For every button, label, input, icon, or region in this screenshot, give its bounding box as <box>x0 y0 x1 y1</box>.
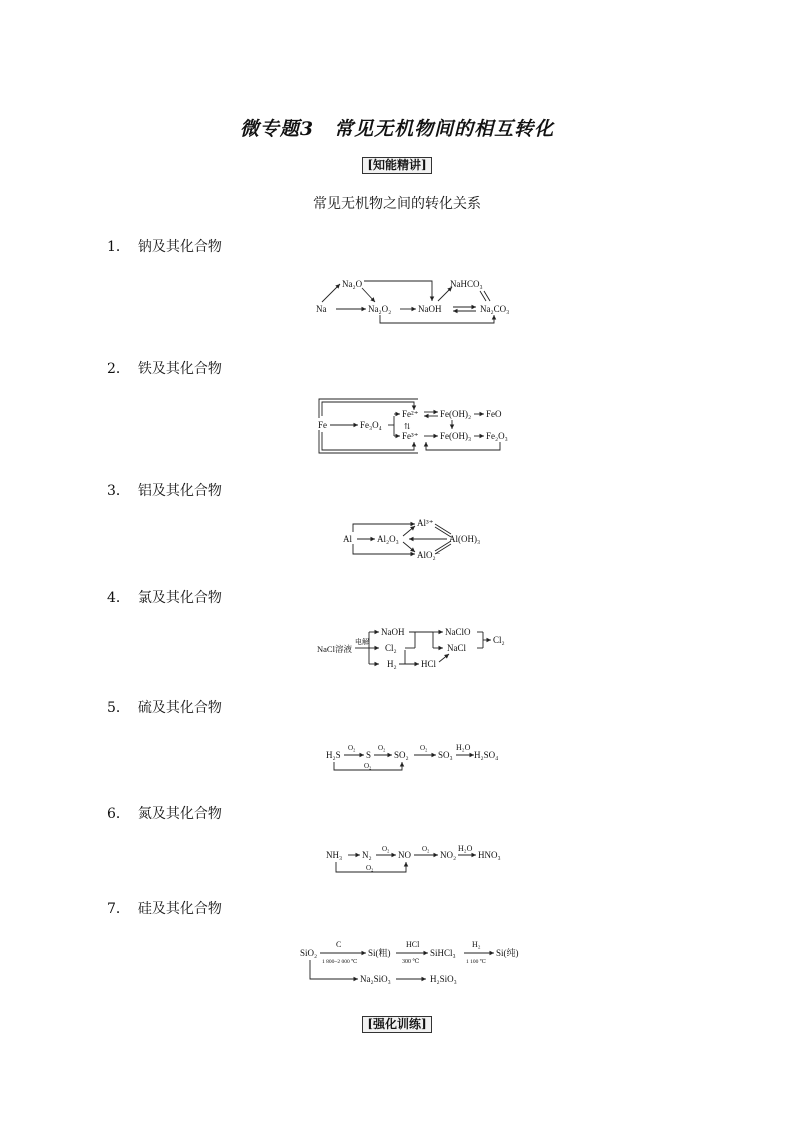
feoh3-node: Fe(OH)₃ <box>440 431 472 441</box>
s-node: S <box>366 750 372 760</box>
na2o2-node: Na₂O₂ <box>368 304 392 314</box>
sio2-node: SiO₂ <box>300 948 318 958</box>
section-heading-si: 7． 硅及其化合物 <box>107 901 222 917</box>
na2co3-node: Na₂CO₃ <box>480 304 510 314</box>
section-heading-cl: 4． 氯及其化合物 <box>107 590 222 606</box>
h2o-label: H₂O <box>458 844 473 853</box>
svg-text:⇅: ⇅ <box>404 422 411 431</box>
section-heading-fe: 2． 铁及其化合物 <box>107 361 222 377</box>
nh3-node: NH₃ <box>326 850 343 860</box>
silicon-diagram <box>296 935 536 987</box>
fe2o3-node: Fe₂O₃ <box>486 431 508 441</box>
carbon-label: C <box>336 940 342 949</box>
h2o-label: H₂O <box>456 743 471 752</box>
section-heading-na: 1． 钠及其化合物 <box>107 239 222 255</box>
iron-diagram <box>310 398 510 456</box>
nacl-solution-node: NaCl溶液 <box>317 644 352 654</box>
chlorine-diagram <box>315 624 515 672</box>
nitrogen-diagram <box>320 842 510 878</box>
o2-label-2: O₂ <box>422 845 430 853</box>
feoh2-node: Fe(OH)₂ <box>440 409 472 419</box>
o2-label-3: O₂ <box>366 864 374 872</box>
section-heading-n: 6． 氮及其化合物 <box>107 806 222 822</box>
aluminum-diagram <box>335 512 495 564</box>
condition-1: 1 800~2 000 ℃ <box>322 959 358 965</box>
hno3-node: HNO₃ <box>478 850 501 860</box>
no2-node: NO₂ <box>440 850 457 860</box>
n2-node: N₂ <box>362 850 372 860</box>
h2sio3-node: H₂SiO₃ <box>430 974 457 984</box>
al-node: Al <box>343 534 352 544</box>
nacl-node: NaCl <box>447 643 466 653</box>
hcl-label: HCl <box>406 940 420 949</box>
aloh3-node: Al(OH)₃ <box>449 534 481 544</box>
h2so4-node: H₂SO₄ <box>474 750 499 760</box>
fe3-ion-node: Fe³⁺ <box>402 431 419 441</box>
section-heading-al: 3． 铝及其化合物 <box>107 483 222 499</box>
naoh-node: NaOH <box>381 627 405 637</box>
sihcl3-node: SiHCl₃ <box>430 948 456 958</box>
o2-label-1: O₂ <box>382 845 390 853</box>
al2o3-node: Al₂O₃ <box>377 534 399 544</box>
naoh-node: NaOH <box>418 304 442 314</box>
no-node: NO <box>398 850 411 860</box>
section-tag-top: [知能精讲] <box>0 157 794 174</box>
o2-label-2: O₂ <box>378 744 386 752</box>
sodium-diagram <box>300 270 530 330</box>
na2sio3-node: Na₂SiO₃ <box>360 974 391 984</box>
section-tag-bottom: [强化训练] <box>0 1016 794 1033</box>
subtitle: 常见无机物之间的转化关系 <box>313 196 481 212</box>
h2-label: H₂ <box>472 940 481 949</box>
fe-node: Fe <box>318 420 327 430</box>
na2o-node: Na₂O <box>342 279 363 289</box>
h2s-node: H₂S <box>326 750 341 760</box>
cl2-node: Cl₂ <box>385 643 397 653</box>
h2-node: H₂ <box>387 659 397 669</box>
hcl-node: HCl <box>421 659 437 669</box>
page-title: 微专题3 常见无机物间的相互转化 <box>239 118 555 140</box>
alo2-ion-node: AlO₂⁻ <box>417 550 441 560</box>
na-node: Na <box>316 304 327 314</box>
fe2-ion-node: Fe²⁺ <box>402 409 419 419</box>
so2-node: SO₂ <box>394 750 409 760</box>
al3-ion-node: Al³⁺ <box>417 518 434 528</box>
o2-label-4: O₂ <box>364 762 372 770</box>
o2-label-1: O₂ <box>348 744 356 752</box>
nahco3-node: NaHCO₃ <box>450 279 483 289</box>
o2-label-3: O₂ <box>420 744 428 752</box>
condition-3: 1 100 ℃ <box>466 959 486 965</box>
cl2-product-node: Cl₂ <box>493 635 505 645</box>
electrolysis-label: 电解 <box>355 638 369 646</box>
section-heading-s: 5． 硫及其化合物 <box>107 700 222 716</box>
feo-node: FeO <box>486 409 502 419</box>
si-pure-node: Si(纯) <box>496 948 519 958</box>
so3-node: SO₃ <box>438 750 453 760</box>
si-crude-node: Si(粗) <box>368 948 391 958</box>
condition-2: 300 ℃ <box>402 959 420 965</box>
naclo-node: NaClO <box>445 627 471 637</box>
fe3o4-node: Fe₃O₄ <box>360 420 382 430</box>
sulfur-diagram <box>320 740 510 776</box>
